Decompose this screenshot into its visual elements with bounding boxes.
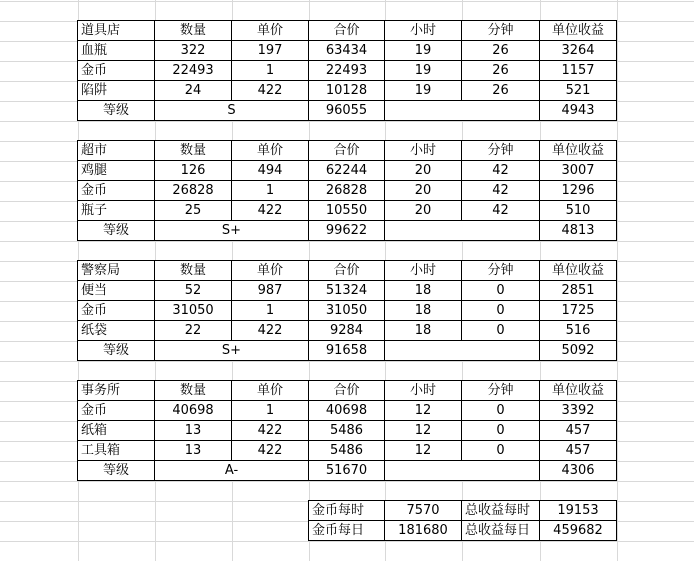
grade-total-cell[interactable]: 96055 (308, 100, 385, 121)
grade-label-cell[interactable]: 等级 (77, 340, 155, 361)
column-header-cell[interactable]: 小时 (384, 380, 462, 401)
column-header-cell[interactable]: 分钟 (461, 20, 540, 41)
item-hours-cell[interactable]: 19 (384, 80, 462, 101)
item-price-cell[interactable]: 1 (231, 300, 309, 321)
grade-unit-cell[interactable]: 4943 (539, 100, 617, 121)
grade-unit-cell[interactable]: 5092 (539, 340, 617, 361)
item-hours-cell[interactable]: 12 (384, 440, 462, 461)
item-total-cell[interactable]: 10550 (308, 200, 385, 221)
column-header-cell[interactable]: 合价 (308, 20, 385, 41)
column-header-cell[interactable]: 单价 (231, 380, 309, 401)
shop-name-cell[interactable]: 道具店 (77, 20, 155, 41)
grade-value-cell[interactable]: S+ (154, 340, 309, 361)
gridline-horizontal (0, 481, 694, 482)
item-name-cell[interactable]: 血瓶 (77, 40, 155, 61)
column-header-cell[interactable]: 分钟 (461, 380, 540, 401)
grade-value-cell[interactable]: S+ (154, 220, 309, 241)
total-per-hour-label[interactable]: 总收益每时 (461, 500, 540, 521)
item-qty-cell[interactable]: 22493 (154, 60, 232, 81)
total-per-hour-value[interactable]: 19153 (539, 500, 617, 521)
item-total-cell[interactable]: 40698 (308, 400, 385, 421)
coin-per-hour-value[interactable]: 7570 (384, 500, 462, 521)
item-qty-cell[interactable]: 40698 (154, 400, 232, 421)
item-unit-cell[interactable]: 510 (539, 200, 617, 221)
item-total-cell[interactable]: 22493 (308, 60, 385, 81)
item-qty-cell[interactable]: 52 (154, 280, 232, 301)
item-name-cell[interactable]: 纸袋 (77, 320, 155, 341)
item-qty-cell[interactable]: 13 (154, 420, 232, 441)
grade-value-cell[interactable]: A- (154, 460, 309, 481)
gridline-horizontal (0, 241, 694, 242)
item-qty-cell[interactable]: 26828 (154, 180, 232, 201)
item-total-cell[interactable]: 51324 (308, 280, 385, 301)
shop-name-cell[interactable]: 事务所 (77, 380, 155, 401)
item-unit-cell[interactable]: 457 (539, 440, 617, 461)
item-unit-cell[interactable]: 1157 (539, 60, 617, 81)
gridline-horizontal (0, 121, 694, 122)
column-header-cell[interactable]: 小时 (384, 20, 462, 41)
item-name-cell[interactable]: 陷阱 (77, 80, 155, 101)
item-unit-cell[interactable]: 1296 (539, 180, 617, 201)
column-header-cell[interactable]: 单价 (231, 260, 309, 281)
item-qty-cell[interactable]: 22 (154, 320, 232, 341)
grade-total-cell[interactable]: 99622 (308, 220, 385, 241)
grade-empty-cell[interactable] (384, 220, 540, 241)
item-name-cell[interactable]: 纸箱 (77, 420, 155, 441)
item-minutes-cell[interactable]: 0 (461, 320, 540, 341)
item-name-cell[interactable]: 金币 (77, 400, 155, 421)
item-minutes-cell[interactable]: 0 (461, 300, 540, 321)
column-header-cell[interactable]: 数量 (154, 260, 232, 281)
item-qty-cell[interactable]: 25 (154, 200, 232, 221)
column-header-cell[interactable]: 单位收益 (539, 140, 617, 161)
item-minutes-cell[interactable]: 42 (461, 200, 540, 221)
item-unit-cell[interactable]: 2851 (539, 280, 617, 301)
item-hours-cell[interactable]: 20 (384, 200, 462, 221)
gridline-vertical (617, 0, 618, 561)
column-header-cell[interactable]: 小时 (384, 140, 462, 161)
item-hours-cell[interactable]: 19 (384, 60, 462, 81)
grade-unit-cell[interactable]: 4306 (539, 460, 617, 481)
item-hours-cell[interactable]: 18 (384, 320, 462, 341)
item-unit-cell[interactable]: 521 (539, 80, 617, 101)
grade-total-cell[interactable]: 51670 (308, 460, 385, 481)
item-minutes-cell[interactable]: 26 (461, 40, 540, 61)
item-price-cell[interactable]: 1 (231, 60, 309, 81)
column-header-cell[interactable]: 小时 (384, 260, 462, 281)
column-header-cell[interactable]: 单价 (231, 20, 309, 41)
item-name-cell[interactable]: 瓶子 (77, 200, 155, 221)
item-name-cell[interactable]: 便当 (77, 280, 155, 301)
item-qty-cell[interactable]: 24 (154, 80, 232, 101)
gridline-horizontal (0, 1, 694, 2)
grade-label-cell[interactable]: 等级 (77, 220, 155, 241)
item-minutes-cell[interactable]: 0 (461, 400, 540, 421)
item-total-cell[interactable]: 62244 (308, 160, 385, 181)
column-header-cell[interactable]: 合价 (308, 140, 385, 161)
item-hours-cell[interactable]: 19 (384, 40, 462, 61)
shop-name-cell[interactable]: 警察局 (77, 260, 155, 281)
item-hours-cell[interactable]: 20 (384, 160, 462, 181)
grade-value-cell[interactable]: S (154, 100, 309, 121)
item-unit-cell[interactable]: 3392 (539, 400, 617, 421)
item-name-cell[interactable]: 金币 (77, 300, 155, 321)
item-minutes-cell[interactable]: 42 (461, 180, 540, 201)
gridline-horizontal (0, 361, 694, 362)
item-minutes-cell[interactable]: 0 (461, 440, 540, 461)
item-name-cell[interactable]: 金币 (77, 180, 155, 201)
item-unit-cell[interactable]: 3007 (539, 160, 617, 181)
column-header-cell[interactable]: 数量 (154, 140, 232, 161)
item-minutes-cell[interactable]: 0 (461, 420, 540, 441)
item-price-cell[interactable]: 197 (231, 40, 309, 61)
item-unit-cell[interactable]: 1725 (539, 300, 617, 321)
grade-empty-cell[interactable] (384, 460, 540, 481)
column-header-cell[interactable]: 合价 (308, 260, 385, 281)
grade-label-cell[interactable]: 等级 (77, 100, 155, 121)
item-price-cell[interactable]: 1 (231, 400, 309, 421)
grade-total-cell[interactable]: 91658 (308, 340, 385, 361)
item-name-cell[interactable]: 鸡腿 (77, 160, 155, 181)
item-price-cell[interactable]: 1 (231, 180, 309, 201)
coin-per-day-value[interactable]: 181680 (384, 520, 462, 541)
item-hours-cell[interactable]: 18 (384, 280, 462, 301)
total-per-day-label[interactable]: 总收益每日 (461, 520, 540, 541)
item-minutes-cell[interactable]: 0 (461, 280, 540, 301)
item-price-cell[interactable]: 422 (231, 200, 309, 221)
grade-empty-cell[interactable] (384, 100, 540, 121)
item-price-cell[interactable]: 422 (231, 320, 309, 341)
item-qty-cell[interactable]: 322 (154, 40, 232, 61)
item-unit-cell[interactable]: 516 (539, 320, 617, 341)
item-qty-cell[interactable]: 13 (154, 440, 232, 461)
column-header-cell[interactable]: 数量 (154, 20, 232, 41)
column-header-cell[interactable]: 单位收益 (539, 260, 617, 281)
item-price-cell[interactable]: 422 (231, 420, 309, 441)
grade-empty-cell[interactable] (384, 340, 540, 361)
grade-label-cell[interactable]: 等级 (77, 460, 155, 481)
item-total-cell[interactable]: 63434 (308, 40, 385, 61)
column-header-cell[interactable]: 单位收益 (539, 380, 617, 401)
column-header-cell[interactable]: 分钟 (461, 260, 540, 281)
item-hours-cell[interactable]: 12 (384, 420, 462, 441)
column-header-cell[interactable]: 单位收益 (539, 20, 617, 41)
item-price-cell[interactable]: 422 (231, 80, 309, 101)
item-price-cell[interactable]: 422 (231, 440, 309, 461)
column-header-cell[interactable]: 分钟 (461, 140, 540, 161)
item-unit-cell[interactable]: 457 (539, 420, 617, 441)
item-total-cell[interactable]: 5486 (308, 440, 385, 461)
item-total-cell[interactable]: 31050 (308, 300, 385, 321)
item-total-cell[interactable]: 5486 (308, 420, 385, 441)
item-hours-cell[interactable]: 18 (384, 300, 462, 321)
item-name-cell[interactable]: 金币 (77, 60, 155, 81)
coin-per-hour-label[interactable]: 金币每时 (308, 500, 385, 521)
item-total-cell[interactable]: 10128 (308, 80, 385, 101)
shop-name-cell[interactable]: 超市 (77, 140, 155, 161)
item-total-cell[interactable]: 9284 (308, 320, 385, 341)
item-qty-cell[interactable]: 126 (154, 160, 232, 181)
item-minutes-cell[interactable]: 42 (461, 160, 540, 181)
item-qty-cell[interactable]: 31050 (154, 300, 232, 321)
coin-per-day-label[interactable]: 金币每日 (308, 520, 385, 541)
total-per-day-value[interactable]: 459682 (539, 520, 617, 541)
item-minutes-cell[interactable]: 26 (461, 80, 540, 101)
gridline-horizontal (0, 541, 694, 542)
item-unit-cell[interactable]: 3264 (539, 40, 617, 61)
item-price-cell[interactable]: 987 (231, 280, 309, 301)
item-minutes-cell[interactable]: 26 (461, 60, 540, 81)
item-hours-cell[interactable]: 12 (384, 400, 462, 421)
column-header-cell[interactable]: 合价 (308, 380, 385, 401)
grade-unit-cell[interactable]: 4813 (539, 220, 617, 241)
column-header-cell[interactable]: 数量 (154, 380, 232, 401)
column-header-cell[interactable]: 单价 (231, 140, 309, 161)
item-name-cell[interactable]: 工具箱 (77, 440, 155, 461)
item-price-cell[interactable]: 494 (231, 160, 309, 181)
item-hours-cell[interactable]: 20 (384, 180, 462, 201)
item-total-cell[interactable]: 26828 (308, 180, 385, 201)
